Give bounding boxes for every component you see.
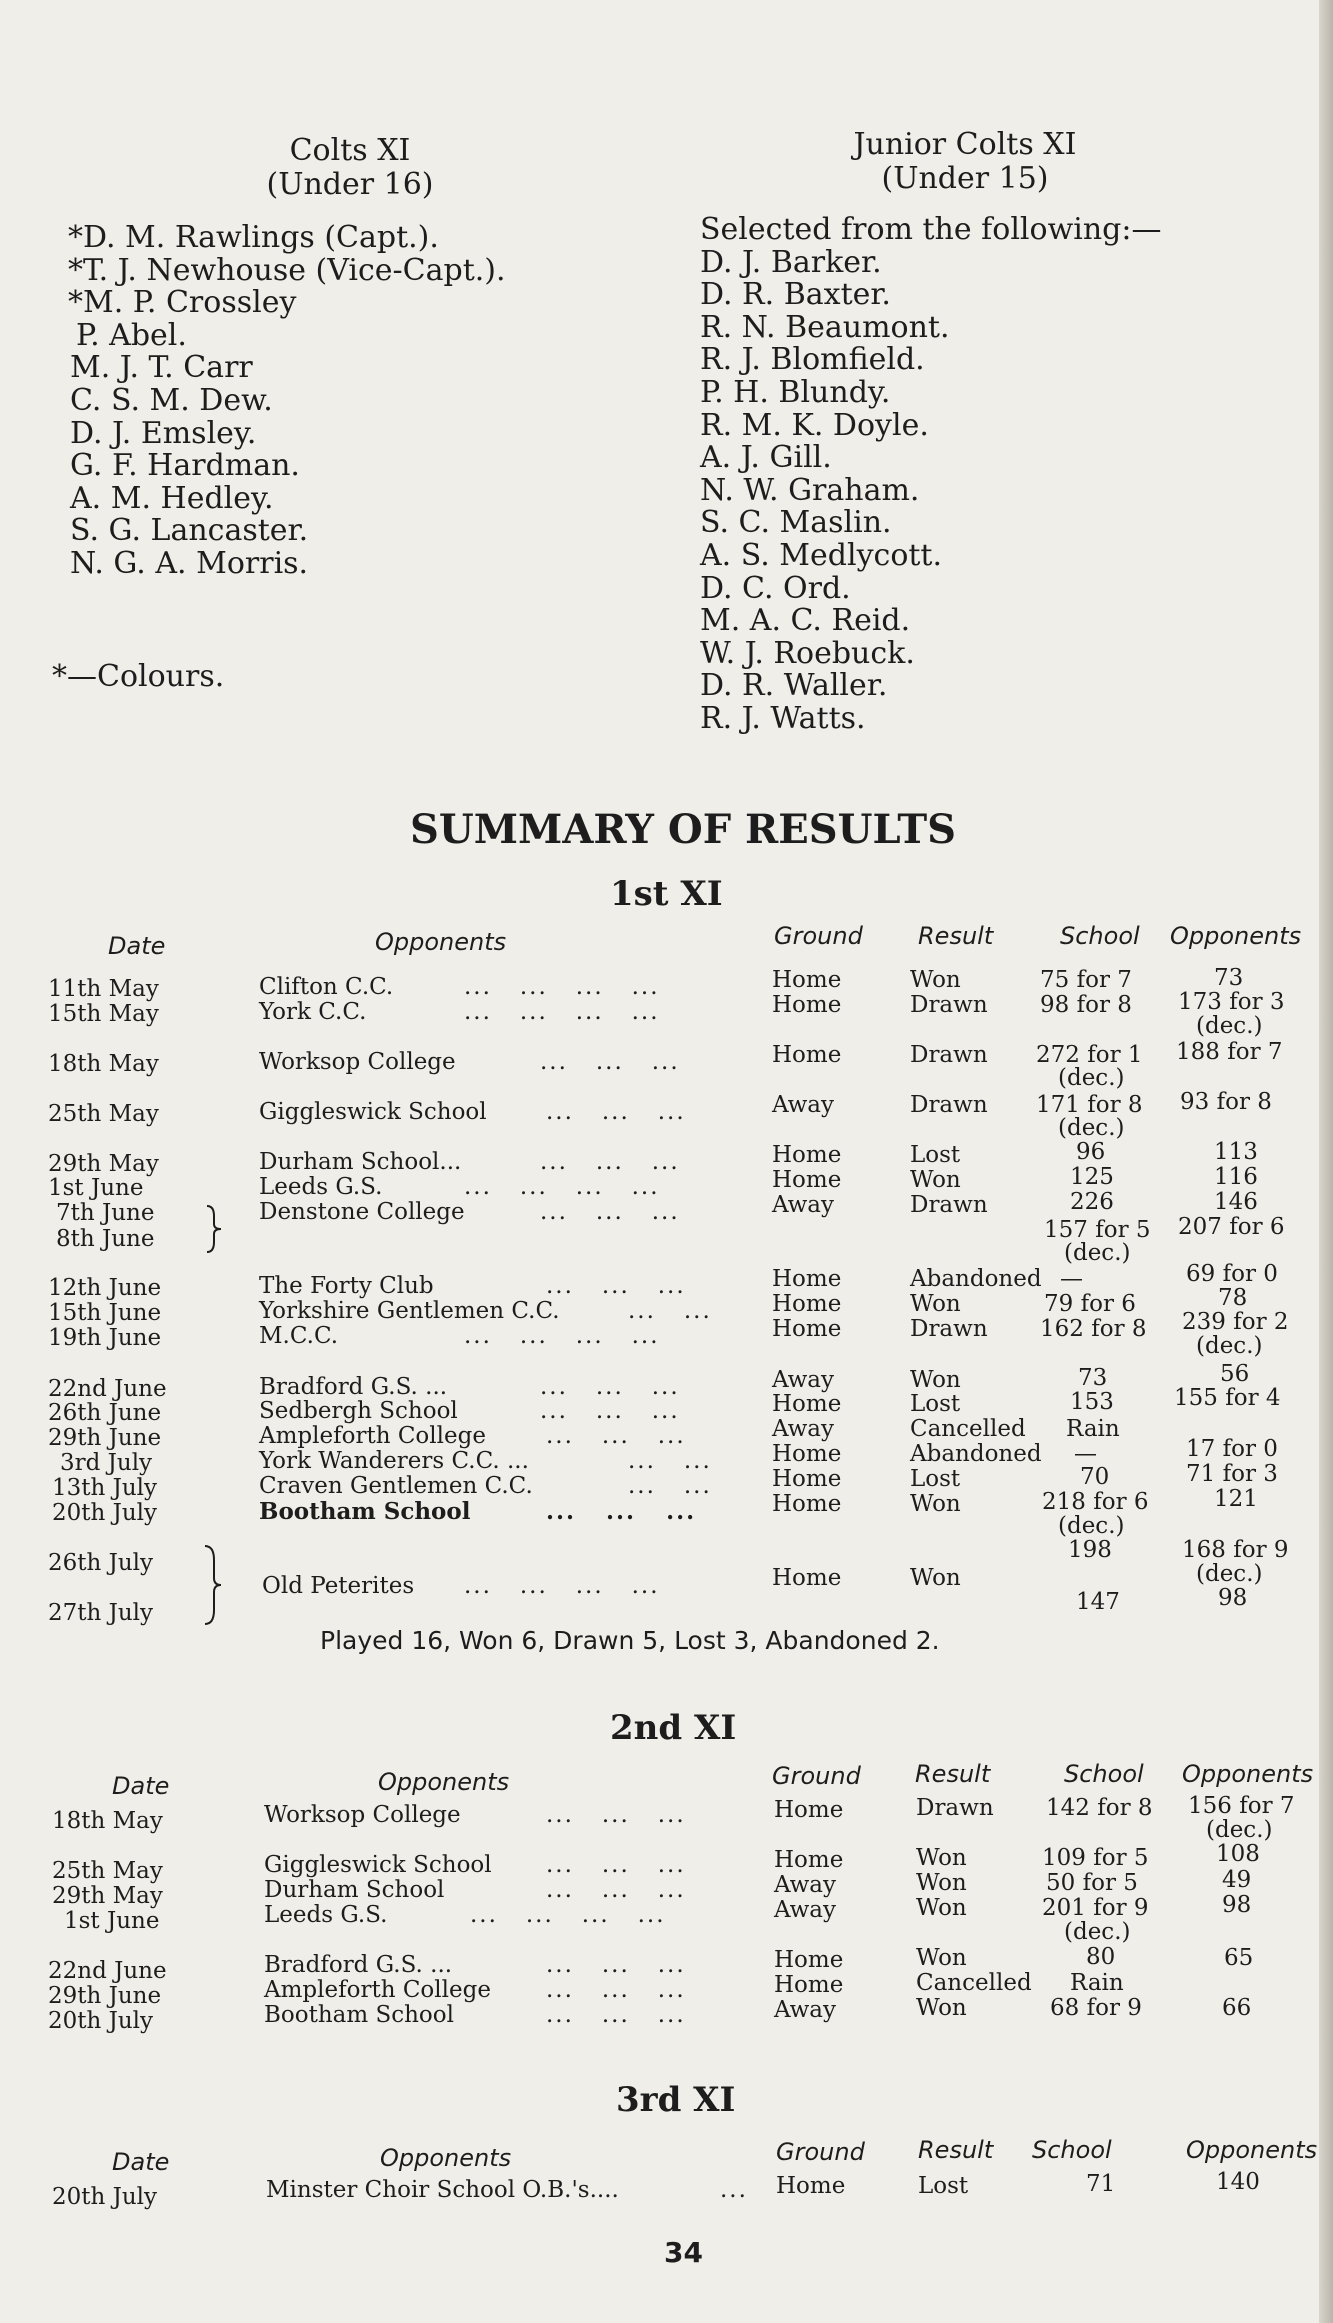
result: Cancelled [916, 1970, 1032, 1996]
opponent-score: 98 [1218, 1585, 1248, 1611]
brace-denstone [204, 1204, 224, 1254]
header-ground: Ground [774, 922, 863, 950]
header-date: Date [112, 1772, 170, 1800]
leader-dots: ... ... ... ... [464, 1323, 660, 1349]
result: Lost [910, 1466, 961, 1492]
opponent-row [259, 1449, 529, 1474]
ground: Home [772, 1466, 842, 1492]
school-score: 147 [1076, 1589, 1120, 1615]
match-date: 1st June [48, 1175, 144, 1201]
header-opponents-score: Opponents [1186, 2136, 1318, 2164]
opponent-name: Yorkshire Gentlemen C.C. [259, 1298, 560, 1324]
school-score: 80 [1086, 1944, 1116, 1970]
opponent-score: 17 for 0 [1186, 1436, 1278, 1462]
opponent-row [264, 1853, 492, 1878]
match-date: 1st June [64, 1908, 160, 1934]
leader-dots: ... ... [628, 1448, 712, 1474]
ground: Home [772, 1441, 842, 1467]
opponent-row [264, 1903, 387, 1928]
school-score: 70 [1080, 1464, 1110, 1490]
opponent-score: 173 for 3 [1178, 989, 1285, 1015]
header-result: Result [918, 2136, 994, 2164]
opponent-score: 116 [1214, 1164, 1258, 1190]
opponent-score: 140 [1216, 2169, 1260, 2195]
first-xi-summary: Played 16, Won 6, Drawn 5, Lost 3, Abandoned 2. [320, 1626, 940, 1655]
second-xi-title: 2nd XI [610, 1708, 737, 1748]
result: Drawn [910, 1316, 988, 1342]
opponent-score: 113 [1214, 1139, 1258, 1165]
ground: Away [774, 1872, 836, 1898]
result: Lost [918, 2173, 969, 2199]
opponent-name: Leeds G.S. [259, 1174, 383, 1200]
colours-footnote: *—Colours. [52, 659, 225, 694]
result: Won [916, 1870, 967, 1896]
ground: Home [772, 1167, 842, 1193]
match-date: 3rd July [60, 1450, 153, 1476]
player-name: R. J. Blomfield. [700, 342, 925, 378]
opponent-name: Bradford G.S. ... [264, 1952, 453, 1978]
school-score: 198 [1068, 1537, 1112, 1563]
player-name: *M. P. Crossley [68, 285, 297, 321]
opponent-score: 155 for 4 [1174, 1385, 1281, 1411]
ground: Home [776, 2173, 846, 2199]
school-score: Rain [1066, 1416, 1120, 1442]
opponent-row [262, 1574, 414, 1599]
opponent-score: 73 [1214, 965, 1244, 991]
opponent-row [264, 1978, 491, 2003]
school-score: (dec.) [1058, 1115, 1125, 1141]
opponent-row [259, 1499, 470, 1524]
leader-dots: ... ... ... ... [464, 974, 660, 1000]
opponent-name: Durham School [264, 1877, 445, 1903]
match-date: 25th May [52, 1858, 163, 1884]
player-name: D. J. Emsley. [70, 415, 257, 451]
ground: Home [774, 1972, 844, 1998]
result: Won [916, 1845, 967, 1871]
player-name: P. H. Blundy. [700, 374, 891, 410]
opponent-score: 66 [1222, 1995, 1252, 2021]
result: Won [910, 967, 961, 993]
match-date: 29th June [48, 1983, 162, 2009]
junior-colts-title: Junior Colts XI [853, 127, 1077, 162]
school-score: 98 for 8 [1040, 992, 1132, 1018]
ground: Home [772, 1291, 842, 1317]
result: Drawn [910, 1042, 988, 1068]
player-name: S. G. Lancaster. [70, 513, 309, 549]
school-score: 142 for 8 [1046, 1795, 1153, 1821]
opponent-row [264, 1953, 452, 1978]
player-name: P. Abel. [76, 317, 187, 353]
ground: Home [772, 967, 842, 993]
page-edge [1319, 0, 1333, 2323]
opponent-score: 65 [1224, 1945, 1254, 1971]
opponent-name: York C.C. [259, 999, 367, 1025]
junior-colts-subtitle: (Under 15) [881, 161, 1049, 196]
selection-intro: Selected from the following:— [700, 212, 1162, 247]
match-date: 11th May [48, 976, 159, 1002]
header-result: Result [918, 922, 994, 950]
match-date: 20th July [52, 2184, 158, 2210]
match-date: 25th May [48, 1101, 159, 1127]
opponent-name: Ampleforth College [259, 1423, 486, 1449]
leader-dots: ... ... ... [546, 1877, 686, 1903]
first-xi-title: 1st XI [610, 874, 723, 914]
match-date: 15th May [48, 1001, 159, 1027]
opponent-row [259, 1000, 366, 1025]
ground: Home [772, 1565, 842, 1591]
school-score: 201 for 9 [1042, 1895, 1149, 1921]
leader-dots: ... ... ... [546, 1977, 686, 2003]
school-score: Rain [1070, 1970, 1124, 1996]
leader-dots: ... ... ... ... [470, 1902, 666, 1928]
opponent-score: 207 for 6 [1178, 1214, 1285, 1240]
result: Abandoned [910, 1441, 1042, 1467]
player-name: D. R. Waller. [700, 668, 888, 704]
match-date: 18th May [52, 1808, 163, 1834]
school-score: 96 [1076, 1139, 1106, 1165]
leader-dots: ... ... ... [546, 1099, 686, 1125]
brace-old-peterites [202, 1544, 224, 1626]
third-xi-title: 3rd XI [616, 2080, 736, 2120]
ground: Home [774, 1797, 844, 1823]
header-date: Date [108, 932, 166, 960]
ground: Home [772, 992, 842, 1018]
opponent-row [259, 1200, 465, 1225]
header-result: Result [915, 1760, 991, 1788]
opponent-row [259, 1424, 486, 1449]
school-score: (dec.) [1064, 1919, 1131, 1945]
school-score: (dec.) [1064, 1240, 1131, 1266]
result: Won [910, 1167, 961, 1193]
opponent-name: Giggleswick School [264, 1852, 492, 1878]
header-school: School [1032, 2136, 1112, 2164]
leader-dots: ... ... ... [540, 1049, 680, 1075]
opponent-name: Clifton C.C. [259, 974, 394, 1000]
leader-dots: ... ... ... [540, 1149, 680, 1175]
opponent-score: (dec.) [1196, 1561, 1263, 1587]
opponent-name: Bootham School [264, 2002, 454, 2028]
ground: Away [772, 1092, 834, 1118]
result: Lost [910, 1391, 961, 1417]
ground: Home [772, 1042, 842, 1068]
player-name: G. F. Hardman. [70, 448, 300, 484]
school-score: (dec.) [1058, 1065, 1125, 1091]
header-opponents: Opponents [380, 2144, 512, 2172]
player-name: D. J. Barker. [700, 244, 882, 280]
opponent-name: Minster Choir School O.B.'s.... [266, 2177, 619, 2203]
header-school: School [1060, 922, 1140, 950]
leader-dots: ... ... ... [546, 1423, 686, 1449]
leader-dots: ... ... ... [546, 1852, 686, 1878]
school-score: 153 [1070, 1389, 1114, 1415]
player-name: A. S. Medlycott. [700, 537, 943, 573]
result: Won [916, 1945, 967, 1971]
opponent-name: Ampleforth College [264, 1977, 491, 2003]
opponent-name: Durham School... [259, 1149, 462, 1175]
leader-dots: ... ... ... [546, 1952, 686, 1978]
school-score: 162 for 8 [1040, 1316, 1147, 1342]
match-date: 8th June [56, 1226, 155, 1252]
player-name: A. M. Hedley. [70, 480, 274, 516]
school-score: — [1074, 1441, 1097, 1467]
opponent-name: The Forty Club [259, 1273, 434, 1299]
colts-title: Colts XI [289, 133, 411, 168]
opponent-score: 188 for 7 [1176, 1039, 1283, 1065]
leader-dots: ... ... [628, 1298, 712, 1324]
opponent-name: Leeds G.S. [264, 1902, 388, 1928]
ground: Away [772, 1416, 834, 1442]
opponent-name: Worksop College [264, 1802, 461, 1828]
school-score: 68 for 9 [1050, 1995, 1142, 2021]
match-date: 26th July [48, 1550, 154, 1576]
opponent-score: (dec.) [1206, 1817, 1273, 1843]
leader-dots: ... [720, 2177, 748, 2203]
colts-player-list [68, 222, 506, 581]
school-score: 109 for 5 [1042, 1845, 1149, 1871]
header-opponents: Opponents [375, 928, 507, 956]
opponent-score: 108 [1216, 1841, 1260, 1867]
page-number: 34 [664, 2236, 703, 2269]
opponent-score: (dec.) [1196, 1013, 1263, 1039]
opponent-name: Old Peterites [262, 1573, 415, 1599]
result: Won [910, 1565, 961, 1591]
opponent-score: 98 [1222, 1892, 1252, 1918]
match-date: 19th June [48, 1325, 162, 1351]
school-score: 71 [1086, 2171, 1116, 2197]
opponent-score: 239 for 2 [1182, 1309, 1289, 1335]
junior-colts-list [700, 214, 1161, 736]
player-name: M. A. C. Reid. [700, 603, 911, 639]
match-date: 7th June [56, 1200, 155, 1226]
leader-dots: ... ... [628, 1473, 712, 1499]
opponent-score: 156 for 7 [1188, 1793, 1295, 1819]
ground: Home [772, 1142, 842, 1168]
leader-dots: ... ... ... ... [464, 1573, 660, 1599]
opponent-score: 71 for 3 [1186, 1461, 1278, 1487]
opponent-row [259, 1324, 338, 1349]
header-school: School [1064, 1760, 1144, 1788]
match-date: 15th June [48, 1300, 162, 1326]
leader-dots: ... ... ... [546, 1498, 697, 1525]
result: Won [916, 1895, 967, 1921]
opponent-row [259, 975, 393, 1000]
result: Drawn [910, 992, 988, 1018]
opponent-score: 69 for 0 [1186, 1261, 1278, 1287]
opponent-row [259, 1175, 382, 1200]
opponent-row [264, 1803, 461, 1828]
ground: Home [772, 1316, 842, 1342]
opponent-name: Giggleswick School [259, 1099, 487, 1125]
school-score: 272 for 1 [1036, 1042, 1143, 1068]
leader-dots: ... ... ... ... [464, 1174, 660, 1200]
player-name: R. M. K. Doyle. [700, 407, 929, 443]
opponent-row [266, 2178, 619, 2203]
match-date: 20th July [52, 1500, 158, 1526]
school-score: 171 for 8 [1036, 1092, 1143, 1118]
opponent-row [259, 1474, 533, 1499]
opponent-row [259, 1375, 447, 1400]
match-date: 29th May [52, 1883, 163, 1909]
opponent-row [259, 1274, 434, 1299]
opponent-score: 56 [1220, 1361, 1250, 1387]
school-score: 79 for 6 [1044, 1291, 1136, 1317]
result: Lost [910, 1142, 961, 1168]
opponent-row [264, 1878, 444, 1903]
opponent-score: 93 for 8 [1180, 1089, 1272, 1115]
opponent-score: 168 for 9 [1182, 1537, 1289, 1563]
match-date: 13th July [52, 1475, 158, 1501]
result: Drawn [916, 1795, 994, 1821]
ground: Home [772, 1491, 842, 1517]
player-name: W. J. Roebuck. [700, 635, 915, 671]
result: Won [910, 1491, 961, 1517]
ground: Home [774, 1947, 844, 1973]
header-ground: Ground [776, 2138, 865, 2166]
opponent-row [259, 1399, 458, 1424]
opponent-name: Denstone College [259, 1199, 465, 1225]
result: Abandoned [910, 1266, 1042, 1292]
player-name: *T. J. Newhouse (Vice-Capt.). [68, 252, 506, 288]
opponent-name: Craven Gentlemen C.C. [259, 1473, 533, 1499]
opponent-name: Bradford G.S. ... [259, 1374, 448, 1400]
school-score: 226 [1070, 1189, 1114, 1215]
school-score: 125 [1070, 1164, 1114, 1190]
opponent-row [259, 1100, 487, 1125]
result: Won [916, 1995, 967, 2021]
summary-title: SUMMARY OF RESULTS [410, 806, 957, 853]
header-ground: Ground [772, 1762, 861, 1790]
player-name: D. R. Baxter. [700, 277, 891, 313]
player-name: R. J. Watts. [700, 700, 866, 736]
match-date: 22nd June [48, 1958, 167, 1984]
match-date: 29th May [48, 1151, 159, 1177]
player-name: N. G. A. Morris. [70, 545, 309, 581]
leader-dots: ... ... ... [546, 2002, 686, 2028]
opponent-row [259, 1050, 456, 1075]
header-opponents-score: Opponents [1170, 922, 1302, 950]
player-name: *D. M. Rawlings (Capt.). [68, 220, 439, 255]
opponent-name: M.C.C. [259, 1323, 339, 1349]
player-name: M. J. T. Carr [70, 350, 253, 386]
leader-dots: ... ... ... ... [464, 999, 660, 1025]
opponent-row [259, 1299, 560, 1324]
ground: Away [772, 1367, 834, 1393]
player-name: C. S. M. Dew. [70, 382, 273, 418]
ground: Home [772, 1266, 842, 1292]
opponent-name: Bootham School [259, 1498, 471, 1525]
opponent-row [264, 2003, 454, 2028]
player-name: S. C. Maslin. [700, 505, 892, 541]
school-score: — [1060, 1266, 1083, 1292]
player-name: A. J. Gill. [700, 440, 832, 476]
opponent-score: 49 [1222, 1867, 1252, 1893]
opponent-row [259, 1150, 461, 1175]
opponent-name: York Wanderers C.C. ... [259, 1448, 529, 1474]
ground: Home [772, 1391, 842, 1417]
result: Cancelled [910, 1416, 1026, 1442]
school-score: 50 for 5 [1046, 1870, 1138, 1896]
match-date: 12th June [48, 1275, 162, 1301]
school-score: 157 for 5 [1044, 1217, 1151, 1243]
match-date: 26th June [48, 1400, 162, 1426]
ground: Away [772, 1192, 834, 1218]
colts-subtitle: (Under 16) [266, 167, 434, 202]
leader-dots: ... ... ... [540, 1398, 680, 1424]
leader-dots: ... ... ... [546, 1802, 686, 1828]
match-date: 29th June [48, 1425, 162, 1451]
opponent-score: 146 [1214, 1189, 1258, 1215]
ground: Home [774, 1847, 844, 1873]
player-name: D. C. Ord. [700, 570, 851, 606]
match-date: 22nd June [48, 1376, 167, 1402]
leader-dots: ... ... ... [540, 1374, 680, 1400]
match-date: 18th May [48, 1051, 159, 1077]
opponent-name: Sedbergh School [259, 1398, 458, 1424]
ground: Away [774, 1997, 836, 2023]
opponent-score: 121 [1214, 1486, 1258, 1512]
leader-dots: ... ... ... [546, 1273, 686, 1299]
player-name: N. W. Graham. [700, 472, 920, 508]
result: Won [910, 1291, 961, 1317]
school-score: (dec.) [1058, 1513, 1125, 1539]
leader-dots: ... ... ... [540, 1199, 680, 1225]
opponent-score: (dec.) [1196, 1333, 1263, 1359]
school-score: 75 for 7 [1040, 967, 1132, 993]
school-score: 73 [1078, 1365, 1108, 1391]
school-score: 218 for 6 [1042, 1489, 1149, 1515]
opponent-name: Worksop College [259, 1049, 456, 1075]
result: Won [910, 1367, 961, 1393]
match-date: 20th July [48, 2008, 154, 2034]
header-date: Date [112, 2148, 170, 2176]
opponent-score: 78 [1218, 1285, 1248, 1311]
result: Drawn [910, 1192, 988, 1218]
ground: Away [774, 1897, 836, 1923]
player-name: R. N. Beaumont. [700, 309, 950, 345]
result: Drawn [910, 1092, 988, 1118]
match-date: 27th July [48, 1600, 154, 1626]
header-opponents-score: Opponents [1182, 1760, 1314, 1788]
header-opponents: Opponents [378, 1768, 510, 1796]
